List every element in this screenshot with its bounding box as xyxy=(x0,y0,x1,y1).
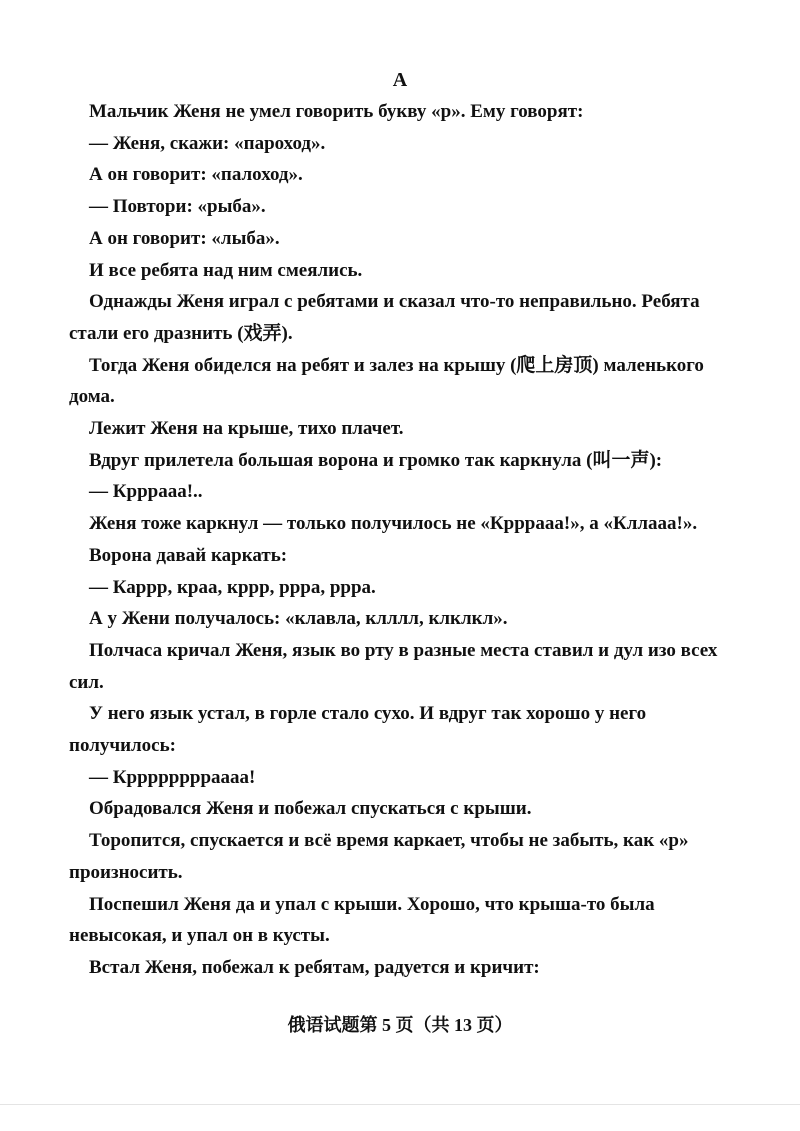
paragraph-15: А у Жени получалось: «клавла, клллл, клклкл». xyxy=(89,608,508,630)
paragraph-14: — Каррр, краа, кррр, ррра, ррра. xyxy=(89,576,376,598)
paragraph-17: У него язык устал, в горле стало сухо. И вдруг так хорошо у него xyxy=(89,703,647,725)
paragraph-20: Торопится, спускается и всё время каркает, чтобы не забыть, как «р» xyxy=(89,830,689,852)
paragraph-6: И все ребята над ним смеялись. xyxy=(89,259,363,281)
scan-edge-divider xyxy=(0,1104,800,1105)
paragraph-2: — Женя, скажи: «пароход». xyxy=(89,132,326,154)
paragraph-1: Мальчик Женя не умел говорить букву «р». Ему говорят: xyxy=(89,101,584,122)
paragraph-21-cont: невысокая, и упал он в кусты. xyxy=(69,925,330,947)
section-heading: А xyxy=(392,69,408,91)
paragraph-16-cont: сил. xyxy=(69,671,104,693)
paragraph-12: Женя тоже каркнул — только получилось не «Кррраaa!», а «Кллaaa!». xyxy=(89,513,698,535)
paragraph-7-cont: стали его дразнить (戏弄). xyxy=(69,322,293,344)
paragraph-13: Ворона давай каркать: xyxy=(89,544,288,566)
paragraph-3: А он говорит: «палоход». xyxy=(89,164,303,186)
paragraph-16: Полчаса кричал Женя, язык во рту в разные места ставил и дул изо всех xyxy=(89,639,718,661)
paragraph-17-cont: получилось: xyxy=(69,735,176,757)
paragraph-20-cont: произносить. xyxy=(69,861,183,883)
paragraph-8: Тогда Женя обиделся на ребят и залез на крышу (爬上房顶) маленького xyxy=(89,354,704,376)
paragraph-7: Однажды Женя играл с ребятами и сказал что-то неправильно. Ребята xyxy=(89,291,700,313)
paragraph-10: Вдруг прилетела большая ворона и громко так каркнула (叫一声): xyxy=(89,449,663,471)
paragraph-5: А он говорит: «лыба». xyxy=(89,227,280,249)
paragraph-8-cont: дома. xyxy=(69,386,115,408)
page-footer: 俄语试题第 5 页（共 13 页） xyxy=(287,1015,513,1035)
paragraph-18: — Крррррррраaaa! xyxy=(89,766,256,788)
paragraph-4: — Повтори: «рыба». xyxy=(89,196,266,218)
story-text xyxy=(69,96,729,984)
paragraph-9: Лежит Женя на крыше, тихо плачет. xyxy=(89,418,404,440)
paragraph-19: Обрадовался Женя и побежал спускаться с крыши. xyxy=(89,798,532,820)
paragraph-22: Встал Женя, побежал к ребятам, радуется и кричит: xyxy=(89,956,540,978)
paragraph-11: — Кррраaa!.. xyxy=(89,481,203,503)
paragraph-21: Поспешил Женя да и упал с крыши. Хорошо, что крыша-то была xyxy=(89,893,655,915)
